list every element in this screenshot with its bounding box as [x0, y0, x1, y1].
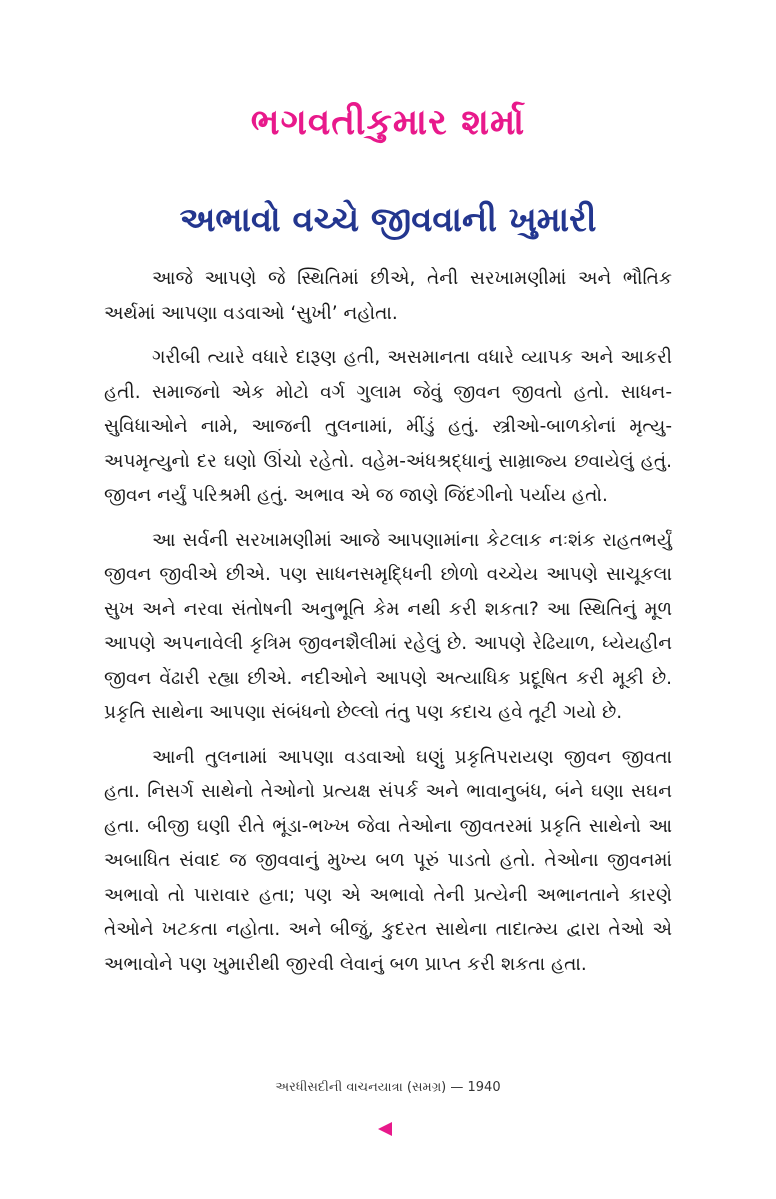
page-footer: અરધીસદીની વાચનયાત્રા (સમગ્ર) — 1940 [275, 1080, 501, 1095]
left-triangle-icon[interactable] [378, 1122, 392, 1136]
paragraph: ગરીબી ત્યારે વધારે દારૂણ હતી, અસમાનતા વધારે વ્યાપક અને આકરી હતી. સમાજનો એક મોટો વર્ગ ગુલામ જેવું જીવન જીવતો હતો. સાધન-સુવિધાઓને નામે, આજની તુલનામાં, મીંડું હતું. સ્ત્રીઓ-બાળકોનાં મૃત્યુ-અપમૃત્યુનો દર ઘણો ઊંચો રહેતો. વહેમ-અંધશ્રદ્ધાનું સામ્રાજ્ય છવાયેલું હતું. જીવન નર્યું પરિશ્રમી હતું. અભાવ એ જ જાણે જિંદગીનો પર્યાય હતો. [104, 347, 672, 506]
article-body [104, 262, 672, 992]
author-name: ભગવતીકુમાર શર્મા [250, 102, 526, 143]
article-title: અભાવો વચ્ચે જીવવાની ખુમારી [179, 200, 597, 240]
paragraph: આ સર્વની સરખામણીમાં આજે આપણામાંના કેટલાક નઃશંક રાહતભર્યું જીવન જીવીએ છીએ. પણ સાધનસમૃદ્ધિની છોળો વચ્ચેય આપણે સાચૂકલા સુખ અને નરવા સંતોષની અનુભૂતિ કેમ નથી કરી શકતા? આ સ્થિતિનું મૂળ આપણે અપનાવેલી કૃત્રિમ જીવનશૈલીમાં રહેલું છે. આપણે રેઢિયાળ, ધ્યેયહીન જીવન વેંઢારી રહ્યા છીએ. નદીઓને આપણે અત્યાધિક પ્રદૂષિત કરી મૂકી છે. પ્રકૃતિ સાથેના આપણા સંબંધનો છેલ્લો તંતુ પણ કદાચ હવે તૂટી ગયો છે. [104, 529, 672, 723]
paragraph: આની તુલનામાં આપણા વડવાઓ ઘણું પ્રકૃતિપરાયણ જીવન જીવતા હતા. નિસર્ગ સાથેનો તેઓનો પ્રત્યક્ષ સંપર્ક અને ભાવાનુબંધ, બંને ઘણા સઘન હતા. બીજી ઘણી રીતે ભૂંડા-ભખ્ખ જેવા તેઓના જીવતરમાં પ્રકૃતિ સાથેનો આ અબાધિત સંવાદ જ જીવવાનું મુખ્ય બળ પૂરું પાડતો હતો. તેઓના જીવનમાં અભાવો તો પારાવાર હતા; પણ એ અભાવો તેની પ્રત્યેની અભાનતાને કારણે તેઓને ખટકતા નહોતા. અને બીજું, કુદરત સાથેના તાદાત્મ્ય દ્વારા તેઓ એ અભાવોને પણ ખુમારીથી જીરવી લેવાનું બળ પ્રાપ્ત કરી શકતા હતા. [104, 746, 673, 975]
paragraph: આજે આપણે જે સ્થિતિમાં છીએ, તેની સરખામણીમાં અને ભૌતિક અર્થમાં આપણા વડવાઓ ‘સુખી’ નહોતા. [104, 268, 672, 324]
